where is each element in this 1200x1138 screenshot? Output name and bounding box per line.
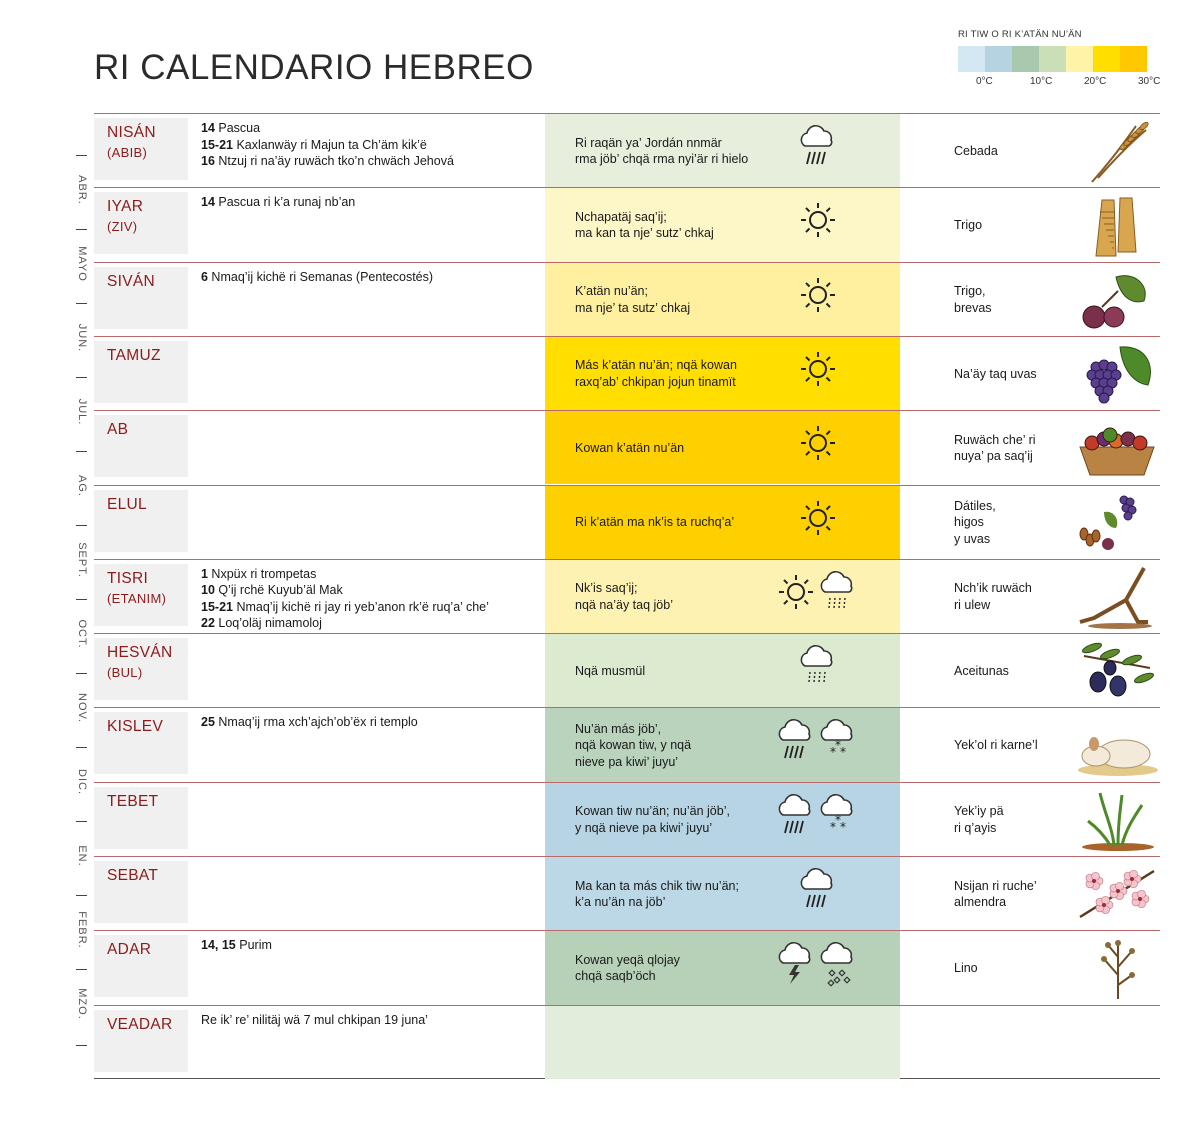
month-name: ELUL xyxy=(107,495,147,513)
produce-line: Trigo xyxy=(954,218,983,233)
produce-line: Yek’iy pä xyxy=(954,804,1004,819)
light-rain-cloud-icon xyxy=(818,570,858,621)
weather-line: k’a nu’än na jöb’ xyxy=(575,895,666,909)
month-row xyxy=(94,856,1160,931)
weather-line: Kowan yeqä qlojay xyxy=(575,952,680,967)
month-cell xyxy=(94,490,188,552)
temperature-legend xyxy=(958,29,1161,90)
festival-item xyxy=(201,194,541,211)
festival-item xyxy=(201,153,541,170)
weather-description xyxy=(575,514,795,531)
festival-day: 10 xyxy=(201,583,215,598)
produce-line: Dátiles, xyxy=(954,498,996,513)
month-row xyxy=(94,633,1160,708)
festival-item xyxy=(201,714,541,731)
festival-item xyxy=(201,615,541,632)
month-row xyxy=(94,113,1160,188)
festival-text: Pascua xyxy=(214,121,261,135)
grapes-icon xyxy=(1074,341,1160,407)
month-name: NISÁN xyxy=(107,124,156,141)
legend-swatch xyxy=(1039,46,1066,72)
produce-line: higos xyxy=(954,515,984,530)
festival-day: 25 xyxy=(201,715,215,730)
axis-tick xyxy=(76,451,87,452)
gregorian-month-label: FEBR. xyxy=(76,911,88,949)
svg-text:*: * xyxy=(840,745,846,760)
legend-swatch xyxy=(1012,46,1039,72)
weather-line: Kowan k’atän nu’än xyxy=(575,440,685,455)
gregorian-month-label: SEPT. xyxy=(76,542,88,578)
festival-text: Purim xyxy=(235,938,272,953)
axis-tick xyxy=(76,525,87,526)
sun-icon xyxy=(798,275,838,320)
weather-description xyxy=(575,721,795,771)
legend-title: RI TIW O RI K’ATÄN NU’ÄN xyxy=(958,29,1082,40)
month-row xyxy=(94,262,1160,337)
produce-line: Na’äy taq uvas xyxy=(954,366,1037,381)
produce-line: Nch’ik ruwäch xyxy=(954,581,1032,596)
month-row xyxy=(94,485,1160,560)
produce-label xyxy=(954,143,1074,160)
axis-tick xyxy=(76,895,87,896)
sun-icon xyxy=(798,200,838,245)
festival-list xyxy=(201,714,541,731)
produce-label xyxy=(954,366,1074,383)
festival-item xyxy=(201,599,541,616)
rain-cloud-icon xyxy=(798,867,838,918)
festival-day: 14, 15 xyxy=(201,938,236,953)
produce-line: brevas xyxy=(954,300,992,315)
festival-list xyxy=(201,194,541,211)
sheep-icon xyxy=(1074,712,1160,778)
weather-line: Kowan tiw nu’än; nu’än jöb’, xyxy=(575,804,730,819)
gregorian-month-label: JUN. xyxy=(76,323,88,353)
month-row xyxy=(94,1005,1160,1080)
month-alt-name: (ETANIM) xyxy=(107,590,167,606)
produce-line: Ruwäch che’ ri xyxy=(954,432,1036,447)
figs-icon xyxy=(1074,267,1160,333)
month-name: TISRI xyxy=(107,569,149,587)
festival-day: 6 xyxy=(201,269,208,284)
calendar-table xyxy=(94,113,1160,1079)
svg-text:*: * xyxy=(835,812,841,827)
legend-tick: 30°C xyxy=(1138,76,1161,87)
gregorian-month-label: EN. xyxy=(76,845,88,867)
festival-text: Nmaq’ij rma xch’ajch’ob’ëx ri templo xyxy=(214,715,418,730)
weather-description xyxy=(575,580,795,613)
fruit-basket-icon xyxy=(1074,415,1160,481)
flax-icon xyxy=(1074,935,1160,1001)
produce-label xyxy=(954,432,1074,465)
plow-icon xyxy=(1074,564,1160,630)
legend-color-bar xyxy=(958,46,1158,72)
weather-description xyxy=(575,283,795,316)
weather-line: Nu’än más jöb’, xyxy=(575,721,662,736)
produce-line: Aceitunas xyxy=(954,663,1009,678)
month-alt-name: (ABIB) xyxy=(107,145,148,160)
weather-description xyxy=(575,952,795,985)
axis-tick xyxy=(76,969,87,970)
axis-tick xyxy=(76,377,87,378)
legend-tick: 20°C xyxy=(1084,76,1107,87)
festival-day: 14 xyxy=(201,195,215,210)
sun-icon xyxy=(798,423,838,468)
month-row xyxy=(94,336,1160,411)
sun-icon xyxy=(798,498,838,543)
legend-swatch xyxy=(958,46,985,72)
festival-text: Nmaq’ij kichë ri Semanas (Pentecostés) xyxy=(207,269,434,284)
festival-item xyxy=(201,937,541,954)
axis-tick xyxy=(76,821,87,822)
festival-text: Re ik’ re’ nilitäj wä 7 mul chkipan 19 juna’ xyxy=(201,1012,428,1027)
legend-ticks xyxy=(958,76,1161,90)
produce-line: Trigo, xyxy=(954,284,986,299)
festival-list xyxy=(201,566,541,632)
weather-line: Ri raqän ya’ Jordán nnmär xyxy=(575,135,722,150)
rain-cloud-icon xyxy=(798,124,838,175)
weather-line: Más k’atän nu’än; nqä kowan xyxy=(575,358,737,373)
axis-tick xyxy=(76,229,87,230)
festival-list xyxy=(201,120,541,170)
festival-text: Pascua ri k’a runaj nb’an xyxy=(214,195,356,210)
month-cell xyxy=(94,935,188,997)
produce-label xyxy=(954,580,1074,613)
sun-icon xyxy=(776,572,816,617)
produce-label xyxy=(954,960,1074,977)
weather-line: K’atän nu’än; xyxy=(575,284,648,299)
weather-line: Ri k’atän ma nk’is ta ruchq’a’ xyxy=(575,515,735,530)
month-name: AB xyxy=(107,421,129,439)
festival-text: Q’ij rchë Kuyub’äl Mak xyxy=(214,583,343,598)
month-name: KISLEV xyxy=(107,718,164,736)
weather-line: Ma kan ta más chik tiw nu’än; xyxy=(575,878,739,893)
weather-description xyxy=(575,209,795,242)
gregorian-month-label: JUL. xyxy=(76,398,88,426)
weather-line: y nqä nieve pa kiwi’ juyu’ xyxy=(575,820,713,835)
month-name: IYAR xyxy=(107,198,144,216)
weather-line: chqä saqb’öch xyxy=(575,969,656,984)
month-row xyxy=(94,559,1160,634)
rain-cloud-icon xyxy=(776,793,816,844)
month-row xyxy=(94,782,1160,857)
axis-tick xyxy=(76,599,87,600)
weather-description xyxy=(575,663,795,680)
weather-description xyxy=(575,440,795,457)
month-name: ADAR xyxy=(107,941,152,959)
festival-day: 22 xyxy=(201,616,215,631)
olives-icon xyxy=(1074,638,1160,704)
legend-swatch xyxy=(1093,46,1120,72)
gregorian-month-label: MAYO xyxy=(76,246,88,282)
produce-line: Nsijan ri ruche’ xyxy=(954,878,1037,893)
month-cell xyxy=(94,341,188,403)
produce-line: Yek’ol ri karne’l xyxy=(954,738,1038,753)
produce-label xyxy=(954,217,1074,234)
month-cell xyxy=(94,787,188,849)
produce-line: ri q’ayis xyxy=(954,820,997,835)
month-cell xyxy=(94,118,188,180)
thunder-cloud-icon xyxy=(776,941,816,992)
month-cell xyxy=(94,712,188,774)
dates-figs-grapes-icon xyxy=(1074,490,1160,556)
produce-line: Cebada xyxy=(954,143,998,158)
produce-label xyxy=(954,498,1074,548)
festival-list xyxy=(201,1012,541,1029)
festival-day: 15-21 xyxy=(201,137,233,152)
legend-swatch xyxy=(985,46,1012,72)
axis-tick xyxy=(76,155,87,156)
month-name: VEADAR xyxy=(107,1015,173,1033)
month-row xyxy=(94,707,1160,782)
weather-line: nqä kowan tiw, y nqä xyxy=(575,738,692,753)
legend-tick: 0°C xyxy=(976,76,993,87)
month-row xyxy=(94,187,1160,262)
month-cell xyxy=(94,1010,188,1072)
weather-description xyxy=(575,803,795,836)
weather-description xyxy=(575,357,795,390)
weather-line: ma kan ta nje’ sutz’ chkaj xyxy=(575,226,714,241)
month-row xyxy=(94,930,1160,1005)
month-name: TEBET xyxy=(107,792,159,810)
festival-text: Nmaq’ij kichë ri jay ri yeb’anon rk’ë ruq’a’ che’ xyxy=(232,599,489,614)
page-title: RI CALENDARIO HEBREO xyxy=(94,48,534,87)
festival-text: Loq’oläj nimamoloj xyxy=(214,616,322,631)
month-name: TAMUZ xyxy=(107,346,161,364)
weather-line: Nchapatäj saq’ij; xyxy=(575,209,667,224)
produce-line: nuya’ pa saq’ij xyxy=(954,449,1033,464)
wheat-icon xyxy=(1074,192,1160,258)
festival-day: 1 xyxy=(201,566,208,581)
legend-tick: 10°C xyxy=(1030,76,1053,87)
almond-blossom-icon xyxy=(1074,861,1160,927)
month-name: SEBAT xyxy=(107,867,159,884)
weather-line: nqä na’äy taq jöb’ xyxy=(575,597,673,612)
festival-day: 16 xyxy=(201,154,215,168)
gregorian-month-label: OCT. xyxy=(76,619,88,649)
svg-text:*: * xyxy=(840,819,846,834)
produce-label xyxy=(954,283,1074,316)
gregorian-month-label: NOV. xyxy=(76,693,88,723)
weather-line: Nk’is saq’ij; xyxy=(575,581,638,596)
month-cell xyxy=(94,861,188,923)
month-name: SIVÁN xyxy=(107,272,156,290)
festival-item xyxy=(201,269,541,286)
axis-tick xyxy=(76,303,87,304)
gregorian-month-label: AG. xyxy=(76,475,88,497)
snow-cloud-icon xyxy=(818,718,858,769)
snow-cloud-icon xyxy=(818,793,858,844)
festival-list xyxy=(201,269,541,286)
festival-text: Ntzuj ri na’äy ruwäch tko’n chwäch Jehová xyxy=(214,154,454,168)
festival-item xyxy=(201,582,541,599)
produce-label xyxy=(954,737,1074,754)
festival-text: Kaxlanwäy ri Majun ta Ch’äm kik’ë xyxy=(232,137,427,152)
produce-line: almendra xyxy=(954,895,1007,909)
festival-list xyxy=(201,937,541,954)
month-cell xyxy=(94,415,188,477)
grass-icon xyxy=(1074,787,1160,853)
weather-line: rma jöb’ chqä rma nyi’är ri hielo xyxy=(575,152,749,166)
legend-swatch xyxy=(1066,46,1093,72)
svg-text:*: * xyxy=(835,738,841,753)
month-alt-name: (ZIV) xyxy=(107,219,138,235)
produce-label xyxy=(954,663,1074,680)
legend-swatch xyxy=(1120,46,1147,72)
rain-cloud-icon xyxy=(776,718,816,769)
weather-line: ma nje’ ta sutz’ chkaj xyxy=(575,300,691,315)
festival-day: 15-21 xyxy=(201,599,233,614)
weather-description xyxy=(575,135,795,168)
weather-line: raxq’ab’ chkipan jojun tinamït xyxy=(575,374,736,389)
hail-cloud-icon xyxy=(818,941,858,992)
axis-tick xyxy=(76,673,87,674)
produce-line: y uvas xyxy=(954,531,991,546)
festival-item xyxy=(201,566,541,583)
sun-icon xyxy=(798,349,838,394)
festival-item xyxy=(201,1012,541,1029)
axis-tick xyxy=(76,1045,87,1046)
produce-label xyxy=(954,878,1074,911)
gregorian-month-label: DIC. xyxy=(76,769,88,795)
month-cell xyxy=(94,638,188,700)
month-name: HESVÁN xyxy=(107,644,173,662)
month-alt-name: (BUL) xyxy=(107,665,143,681)
axis-tick xyxy=(76,747,87,748)
weather-line: Nqä musmül xyxy=(575,663,646,678)
month-cell xyxy=(94,267,188,329)
svg-text:*: * xyxy=(830,819,836,834)
festival-day: 14 xyxy=(201,121,215,135)
produce-label xyxy=(954,803,1074,836)
festival-item xyxy=(201,120,541,137)
gregorian-month-label: MZO. xyxy=(76,988,88,1020)
festival-text: Nxpüx ri trompetas xyxy=(207,566,317,581)
gregorian-month-label: ABR. xyxy=(76,175,88,205)
drizzle-cloud-icon xyxy=(798,644,838,695)
month-row xyxy=(94,410,1160,485)
produce-line: ri ulew xyxy=(954,597,991,612)
svg-text:*: * xyxy=(830,745,836,760)
weather-description xyxy=(575,878,795,911)
weather-line: nieve pa kiwi’ juyu’ xyxy=(575,754,679,769)
festival-item xyxy=(201,137,541,154)
month-cell xyxy=(94,192,188,254)
barley-icon xyxy=(1074,118,1160,184)
month-cell xyxy=(94,564,188,626)
produce-line: Lino xyxy=(954,961,978,976)
